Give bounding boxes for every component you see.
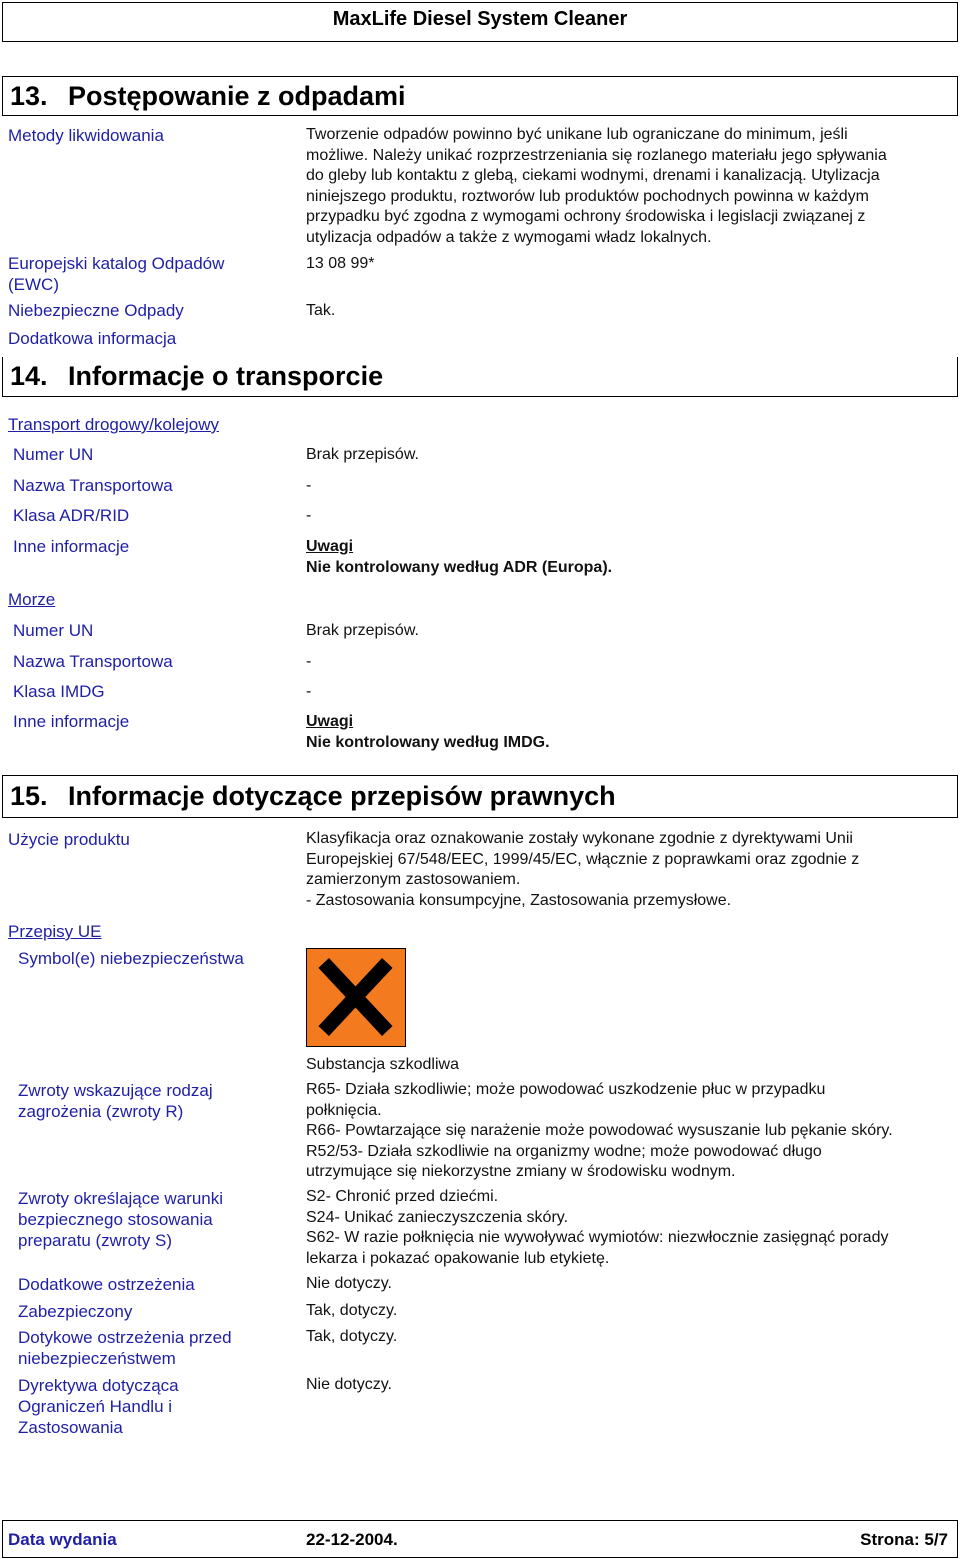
section-13-number: 13. <box>10 81 48 111</box>
sea-class-value: - <box>306 683 312 700</box>
road-remarks-title: Uwagi <box>306 538 354 555</box>
sea-class-label: Klasa IMDG <box>13 682 105 701</box>
hazard-symbols-label: Symbol(e) niebezpieczeństwa <box>18 949 244 968</box>
disposal-line: Tworzenie odpadów powinno być unikane lub ograniczane do minimum, jeśli <box>306 126 848 143</box>
sea-shipping-name-value: - <box>306 653 312 670</box>
r-phrase-line: R66- Powtarzające się narażenie może powodować wysuszanie lub pękanie skóry. <box>306 1122 893 1139</box>
disposal-methods-label: Metody likwidowania <box>8 126 164 145</box>
section-15-heading <box>10 781 616 812</box>
harmful-x-icon <box>306 948 406 1047</box>
hazardous-waste-value: Tak. <box>306 302 336 319</box>
road-class-value: - <box>306 507 312 524</box>
product-use-line: zamierzonym zastosowaniem. <box>306 871 521 888</box>
tactile-warning-label-line: niebezpieczeństwem <box>18 1349 176 1368</box>
product-use-line: Klasyfikacja oraz oznakowanie zostały wykonane zgodnie z dyrektywami Unii <box>306 830 853 847</box>
r-phrase-line: połknięcia. <box>306 1101 382 1119</box>
road-un-label: Numer UN <box>13 445 94 464</box>
s-phrases-label <box>18 1188 223 1251</box>
product-use-line: Europejskiej 67/548/EEC, 1999/45/EC, włącznie z poprawkami oraz zgodnie z <box>306 850 860 868</box>
r-phrases-text <box>306 1080 956 1183</box>
r-phrases-label <box>18 1080 213 1122</box>
road-un-value: Brak przepisów. <box>306 446 419 463</box>
disposal-line: przypadku być zgodna z wymogami ochrony środowiska i legislacji związanej z <box>306 208 866 225</box>
ewc-label <box>8 253 224 295</box>
disposal-line: do gleby lub kontaktu z glebą, ciekami wodnymi, drenami i kanalizacją. Utylizacja <box>306 167 880 184</box>
hazardous-waste-label: Niebezpieczne Odpady <box>8 301 184 320</box>
disposal-line: możliwe. Należy unikać rozprzestrzeniania się rozlanego materiału jego spływania <box>306 146 887 164</box>
issue-date-label: Data wydania <box>8 1530 117 1549</box>
restriction-directive-value: Nie dotyczy. <box>306 1376 392 1393</box>
tactile-warning-label <box>18 1327 232 1369</box>
road-remarks-text: Nie kontrolowany według ADR (Europa). <box>306 559 613 576</box>
road-class-label: Klasa ADR/RID <box>13 506 130 525</box>
section-15-title: Informacje dotyczące przepisów prawnych <box>68 781 616 811</box>
road-transport-heading: Transport drogowy/kolejowy <box>8 415 220 434</box>
child-resistant-value: Tak, dotyczy. <box>306 1302 398 1319</box>
footer-bar <box>2 1520 958 1558</box>
tactile-warning-value: Tak, dotyczy. <box>306 1328 398 1345</box>
product-use-line: - Zastosowania konsumpcyjne, Zastosowania przemysłowe. <box>306 891 732 909</box>
sea-other-info-label: Inne informacje <box>13 712 130 731</box>
additional-warnings-value: Nie dotyczy. <box>306 1275 392 1292</box>
ewc-label-line: Europejski katalog Odpadów <box>8 254 225 273</box>
sea-remarks-title: Uwagi <box>306 713 354 730</box>
sea-shipping-name-label: Nazwa Transportowa <box>13 652 173 671</box>
r-phrase-line: R65- Działa szkodliwie; może powodować uszkodzenie płuc w przypadku <box>306 1081 826 1098</box>
road-other-info-label: Inne informacje <box>13 537 130 556</box>
s-phrase-line: S24- Unikać zanieczyszczenia skóry. <box>306 1208 569 1226</box>
disposal-line: utylizacja odpadów a także z wymogami władz lokalnych. <box>306 228 712 246</box>
disposal-methods-text <box>306 125 956 248</box>
road-shipping-name-value: - <box>306 477 312 494</box>
disposal-line: niniejszego produktu, roztworów lub produktów pochodnych powinna w każdym <box>306 187 869 205</box>
r-phrases-label-line: zagrożenia (zwroty R) <box>18 1102 184 1121</box>
product-use-label: Użycie produktu <box>8 830 130 849</box>
section-14-number: 14. <box>10 361 48 391</box>
r-phrases-label-line: Zwroty wskazujące rodzaj <box>18 1081 213 1100</box>
s-phrases-label-line: preparatu (zwroty S) <box>18 1231 172 1250</box>
ewc-value: 13 08 99* <box>306 255 375 272</box>
ewc-label-line: (EWC) <box>8 275 59 294</box>
s-phrases-label-line: Zwroty określające warunki <box>18 1189 224 1208</box>
section-15-number: 15. <box>10 781 48 811</box>
section-14-title: Informacje o transporcie <box>68 361 384 391</box>
document-title: MaxLife Diesel System Cleaner <box>332 8 628 30</box>
sea-transport-heading: Morze <box>8 590 56 609</box>
restriction-directive-label <box>18 1375 179 1438</box>
page-number: Strona: 5/7 <box>860 1530 948 1549</box>
restriction-directive-label-line: Ograniczeń Handlu i <box>18 1397 173 1416</box>
s-phrase-line: lekarza i pokazać opakowanie lub etykietę. <box>306 1249 610 1267</box>
s-phrases-text <box>306 1187 956 1269</box>
restriction-directive-label-line: Dyrektywa dotycząca <box>18 1376 179 1395</box>
hazard-symbol-caption: Substancja szkodliwa <box>306 1056 459 1073</box>
section-14-heading <box>10 361 383 392</box>
product-use-text <box>306 829 956 911</box>
child-resistant-label: Zabezpieczony <box>18 1302 133 1321</box>
tactile-warning-label-line: Dotykowe ostrzeżenia przed <box>18 1328 232 1347</box>
sea-un-label: Numer UN <box>13 621 94 640</box>
additional-info-label: Dodatkowa informacja <box>8 329 177 348</box>
harmful-x-icon-shape <box>307 949 404 1045</box>
sea-remarks-text: Nie kontrolowany według IMDG. <box>306 734 550 751</box>
r-phrase-line: R52/53- Działa szkodliwie na organizmy wodne; może powodować długo <box>306 1142 822 1160</box>
issue-date-value: 22-12-2004. <box>306 1530 398 1549</box>
additional-warnings-label: Dodatkowe ostrzeżenia <box>18 1275 195 1294</box>
sea-un-value: Brak przepisów. <box>306 622 419 639</box>
s-phrases-label-line: bezpiecznego stosowania <box>18 1210 213 1229</box>
s-phrase-line: S62- W razie połknięcia nie wywoływać wymiotów: niezwłocznie zasięgnąć porady <box>306 1229 889 1246</box>
section-13-heading <box>10 81 406 112</box>
road-shipping-name-label: Nazwa Transportowa <box>13 476 173 495</box>
r-phrase-line: utrzymujące się niekorzystne zmiany w środowisku wodnym. <box>306 1163 736 1180</box>
restriction-directive-label-line: Zastosowania <box>18 1418 123 1437</box>
eu-regulations-heading: Przepisy UE <box>8 922 102 941</box>
section-13-title: Postępowanie z odpadami <box>68 81 406 111</box>
s-phrase-line: S2- Chronić przed dziećmi. <box>306 1188 499 1205</box>
